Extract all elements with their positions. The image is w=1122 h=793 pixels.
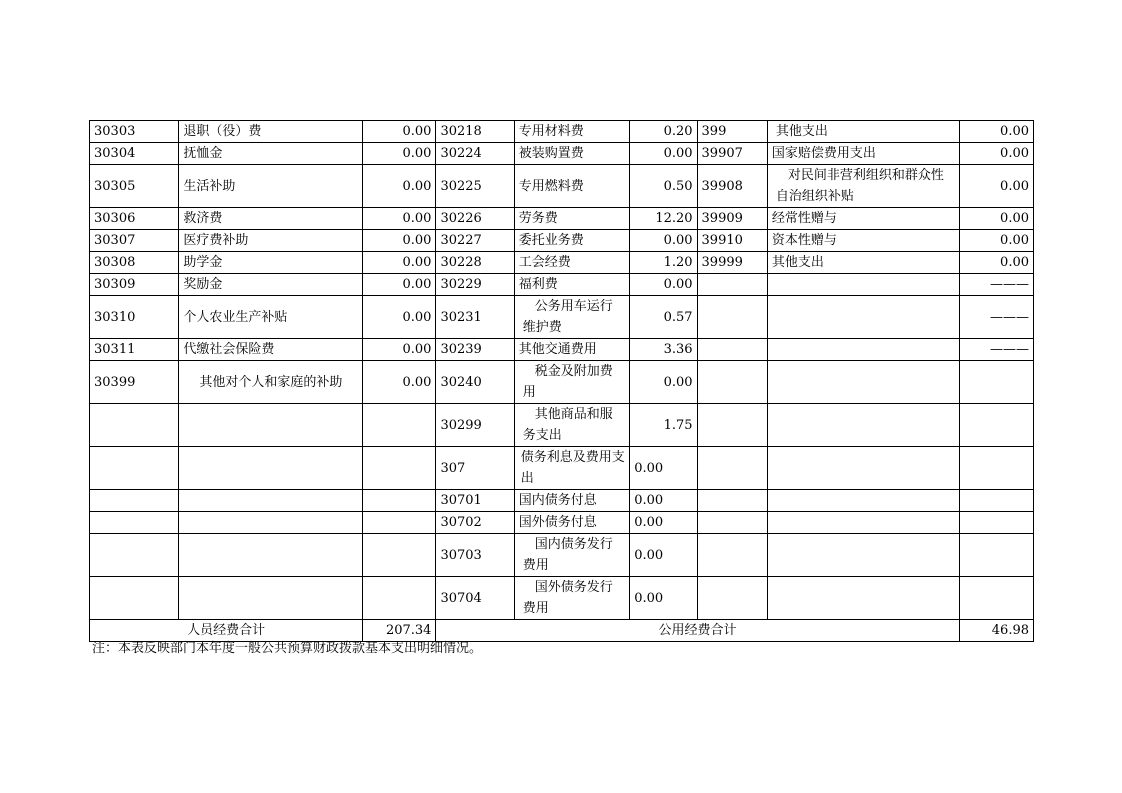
personnel-amount [363, 512, 436, 534]
public-item: 被装购置费 [514, 143, 629, 165]
other-amount [959, 512, 1033, 534]
other-code [697, 404, 767, 447]
other-amount: 0.00 [959, 230, 1033, 252]
empty-dash: ——— [959, 296, 1033, 339]
table-row [90, 143, 1034, 165]
personnel-amount [363, 404, 436, 447]
table-row [90, 252, 1034, 274]
other-amount: 0.00 [959, 121, 1033, 143]
personnel-item: 救济费 [179, 208, 363, 230]
other-item: 其他支出 [767, 121, 959, 143]
personnel-item: 退职（役）费 [179, 121, 363, 143]
other-code: 39908 [697, 165, 767, 208]
public-amount: 0.00 [630, 361, 697, 404]
personnel-code [90, 447, 179, 490]
personnel-item: 个人农业生产补贴 [179, 296, 363, 339]
public-code: 30227 [436, 230, 514, 252]
personnel-code: 30310 [90, 296, 179, 339]
other-amount: 0.00 [959, 143, 1033, 165]
other-item [767, 577, 959, 620]
other-code [697, 512, 767, 534]
public-amount: 0.20 [630, 121, 697, 143]
public-code: 30226 [436, 208, 514, 230]
personnel-amount: 0.00 [363, 361, 436, 404]
other-amount [959, 577, 1033, 620]
public-code: 30240 [436, 361, 514, 404]
personnel-amount: 0.00 [363, 230, 436, 252]
public-amount: 1.20 [630, 252, 697, 274]
personnel-code [90, 512, 179, 534]
public-code: 30231 [436, 296, 514, 339]
personnel-amount: 0.00 [363, 339, 436, 361]
personnel-amount [363, 534, 436, 577]
public-item: 福利费 [514, 274, 629, 296]
other-item [767, 512, 959, 534]
personnel-amount: 0.00 [363, 252, 436, 274]
public-code: 30229 [436, 274, 514, 296]
other-code [697, 274, 767, 296]
public-code: 30703 [436, 534, 514, 577]
table-row [90, 230, 1034, 252]
public-code: 30225 [436, 165, 514, 208]
other-code [697, 447, 767, 490]
table-row [90, 577, 1034, 620]
public-item: 工会经费 [514, 252, 629, 274]
other-amount [959, 534, 1033, 577]
personnel-item [179, 490, 363, 512]
empty-dash: ——— [959, 274, 1033, 296]
other-item [767, 490, 959, 512]
public-amount: 0.00 [630, 534, 697, 577]
personnel-item [179, 577, 363, 620]
table-row [90, 447, 1034, 490]
other-item: 对民间非营利组织和群众性自治组织补贴 [767, 165, 959, 208]
personnel-code: 30311 [90, 339, 179, 361]
public-item: 国外债务发行费用 [514, 577, 629, 620]
personnel-code [90, 404, 179, 447]
personnel-code: 30309 [90, 274, 179, 296]
public-amount: 0.00 [630, 490, 697, 512]
other-code: 39907 [697, 143, 767, 165]
other-item [767, 404, 959, 447]
public-item: 其他商品和服务支出 [514, 404, 629, 447]
public-item: 税金及附加费用 [514, 361, 629, 404]
table-row [90, 274, 1034, 296]
other-amount [959, 447, 1033, 490]
table-row [90, 121, 1034, 143]
table-row [90, 404, 1034, 447]
other-code [697, 339, 767, 361]
public-item: 劳务费 [514, 208, 629, 230]
public-amount: 0.57 [630, 296, 697, 339]
public-amount: 0.00 [630, 577, 697, 620]
personnel-item [179, 534, 363, 577]
table-row [90, 490, 1034, 512]
public-item: 专用燃料费 [514, 165, 629, 208]
other-item: 经常性赠与 [767, 208, 959, 230]
personnel-amount [363, 577, 436, 620]
other-amount: 0.00 [959, 208, 1033, 230]
personnel-amount: 0.00 [363, 121, 436, 143]
personnel-code: 30308 [90, 252, 179, 274]
other-code: 39909 [697, 208, 767, 230]
public-amount: 0.00 [630, 512, 697, 534]
public-item: 债务利息及费用支出 [514, 447, 629, 490]
personnel-amount [363, 490, 436, 512]
personnel-code: 30307 [90, 230, 179, 252]
other-amount [959, 404, 1033, 447]
personnel-item: 其他对个人和家庭的补助 [179, 361, 363, 404]
other-code [697, 534, 767, 577]
personnel-total-value: 207.34 [363, 620, 436, 642]
personnel-amount: 0.00 [363, 165, 436, 208]
other-amount: 0.00 [959, 252, 1033, 274]
public-amount: 0.00 [630, 447, 697, 490]
personnel-code: 30303 [90, 121, 179, 143]
other-item: 其他支出 [767, 252, 959, 274]
personnel-code: 30304 [90, 143, 179, 165]
public-code: 30701 [436, 490, 514, 512]
other-code [697, 577, 767, 620]
personnel-item: 奖励金 [179, 274, 363, 296]
public-item: 国外债务付息 [514, 512, 629, 534]
other-amount: 0.00 [959, 165, 1033, 208]
other-amount [959, 490, 1033, 512]
table-row [90, 296, 1034, 339]
other-code: 39999 [697, 252, 767, 274]
public-item: 国内债务发行费用 [514, 534, 629, 577]
other-code: 399 [697, 121, 767, 143]
public-amount: 0.50 [630, 165, 697, 208]
public-code: 30239 [436, 339, 514, 361]
table-row [90, 512, 1034, 534]
public-amount: 0.00 [630, 143, 697, 165]
other-item: 资本性赠与 [767, 230, 959, 252]
other-item [767, 274, 959, 296]
personnel-code [90, 577, 179, 620]
public-code: 30702 [436, 512, 514, 534]
table-row [90, 208, 1034, 230]
public-code: 307 [436, 447, 514, 490]
public-code: 30228 [436, 252, 514, 274]
other-item [767, 339, 959, 361]
public-item: 其他交通费用 [514, 339, 629, 361]
personnel-amount: 0.00 [363, 274, 436, 296]
public-item: 国内债务付息 [514, 490, 629, 512]
personnel-code: 30305 [90, 165, 179, 208]
personnel-code: 30306 [90, 208, 179, 230]
public-item: 公务用车运行维护费 [514, 296, 629, 339]
public-amount: 0.00 [630, 230, 697, 252]
other-item [767, 534, 959, 577]
personnel-total-label: 人员经费合计 [90, 620, 363, 642]
public-code: 30299 [436, 404, 514, 447]
personnel-code [90, 534, 179, 577]
public-code: 30704 [436, 577, 514, 620]
personnel-item: 生活补助 [179, 165, 363, 208]
public-code: 30224 [436, 143, 514, 165]
public-item: 委托业务费 [514, 230, 629, 252]
other-code [697, 296, 767, 339]
public-code: 30218 [436, 121, 514, 143]
public-amount: 12.20 [630, 208, 697, 230]
other-code [697, 490, 767, 512]
personnel-item [179, 404, 363, 447]
other-item [767, 361, 959, 404]
other-code: 39910 [697, 230, 767, 252]
personnel-item [179, 512, 363, 534]
expenditure-detail-table [89, 120, 1034, 642]
table-footnote: 注：本表反映部门本年度一般公共预算财政拨款基本支出明细情况。 [92, 641, 483, 656]
personnel-amount: 0.00 [363, 296, 436, 339]
other-code [697, 361, 767, 404]
personnel-item: 医疗费补助 [179, 230, 363, 252]
other-item: 国家赔偿费用支出 [767, 143, 959, 165]
public-total-label: 公用经费合计 [436, 620, 959, 642]
personnel-amount: 0.00 [363, 208, 436, 230]
personnel-item: 助学金 [179, 252, 363, 274]
table-row [90, 361, 1034, 404]
public-total-value: 46.98 [959, 620, 1033, 642]
personnel-code: 30399 [90, 361, 179, 404]
other-item [767, 296, 959, 339]
other-item [767, 447, 959, 490]
public-item: 专用材料费 [514, 121, 629, 143]
empty-dash: ——— [959, 339, 1033, 361]
personnel-item: 代缴社会保险费 [179, 339, 363, 361]
public-amount: 1.75 [630, 404, 697, 447]
public-amount: 0.00 [630, 274, 697, 296]
public-amount: 3.36 [630, 339, 697, 361]
personnel-code [90, 490, 179, 512]
personnel-item [179, 447, 363, 490]
personnel-amount: 0.00 [363, 143, 436, 165]
personnel-item: 抚恤金 [179, 143, 363, 165]
personnel-amount [363, 447, 436, 490]
table-row [90, 339, 1034, 361]
other-amount [959, 361, 1033, 404]
table-row [90, 534, 1034, 577]
table-row [90, 165, 1034, 208]
